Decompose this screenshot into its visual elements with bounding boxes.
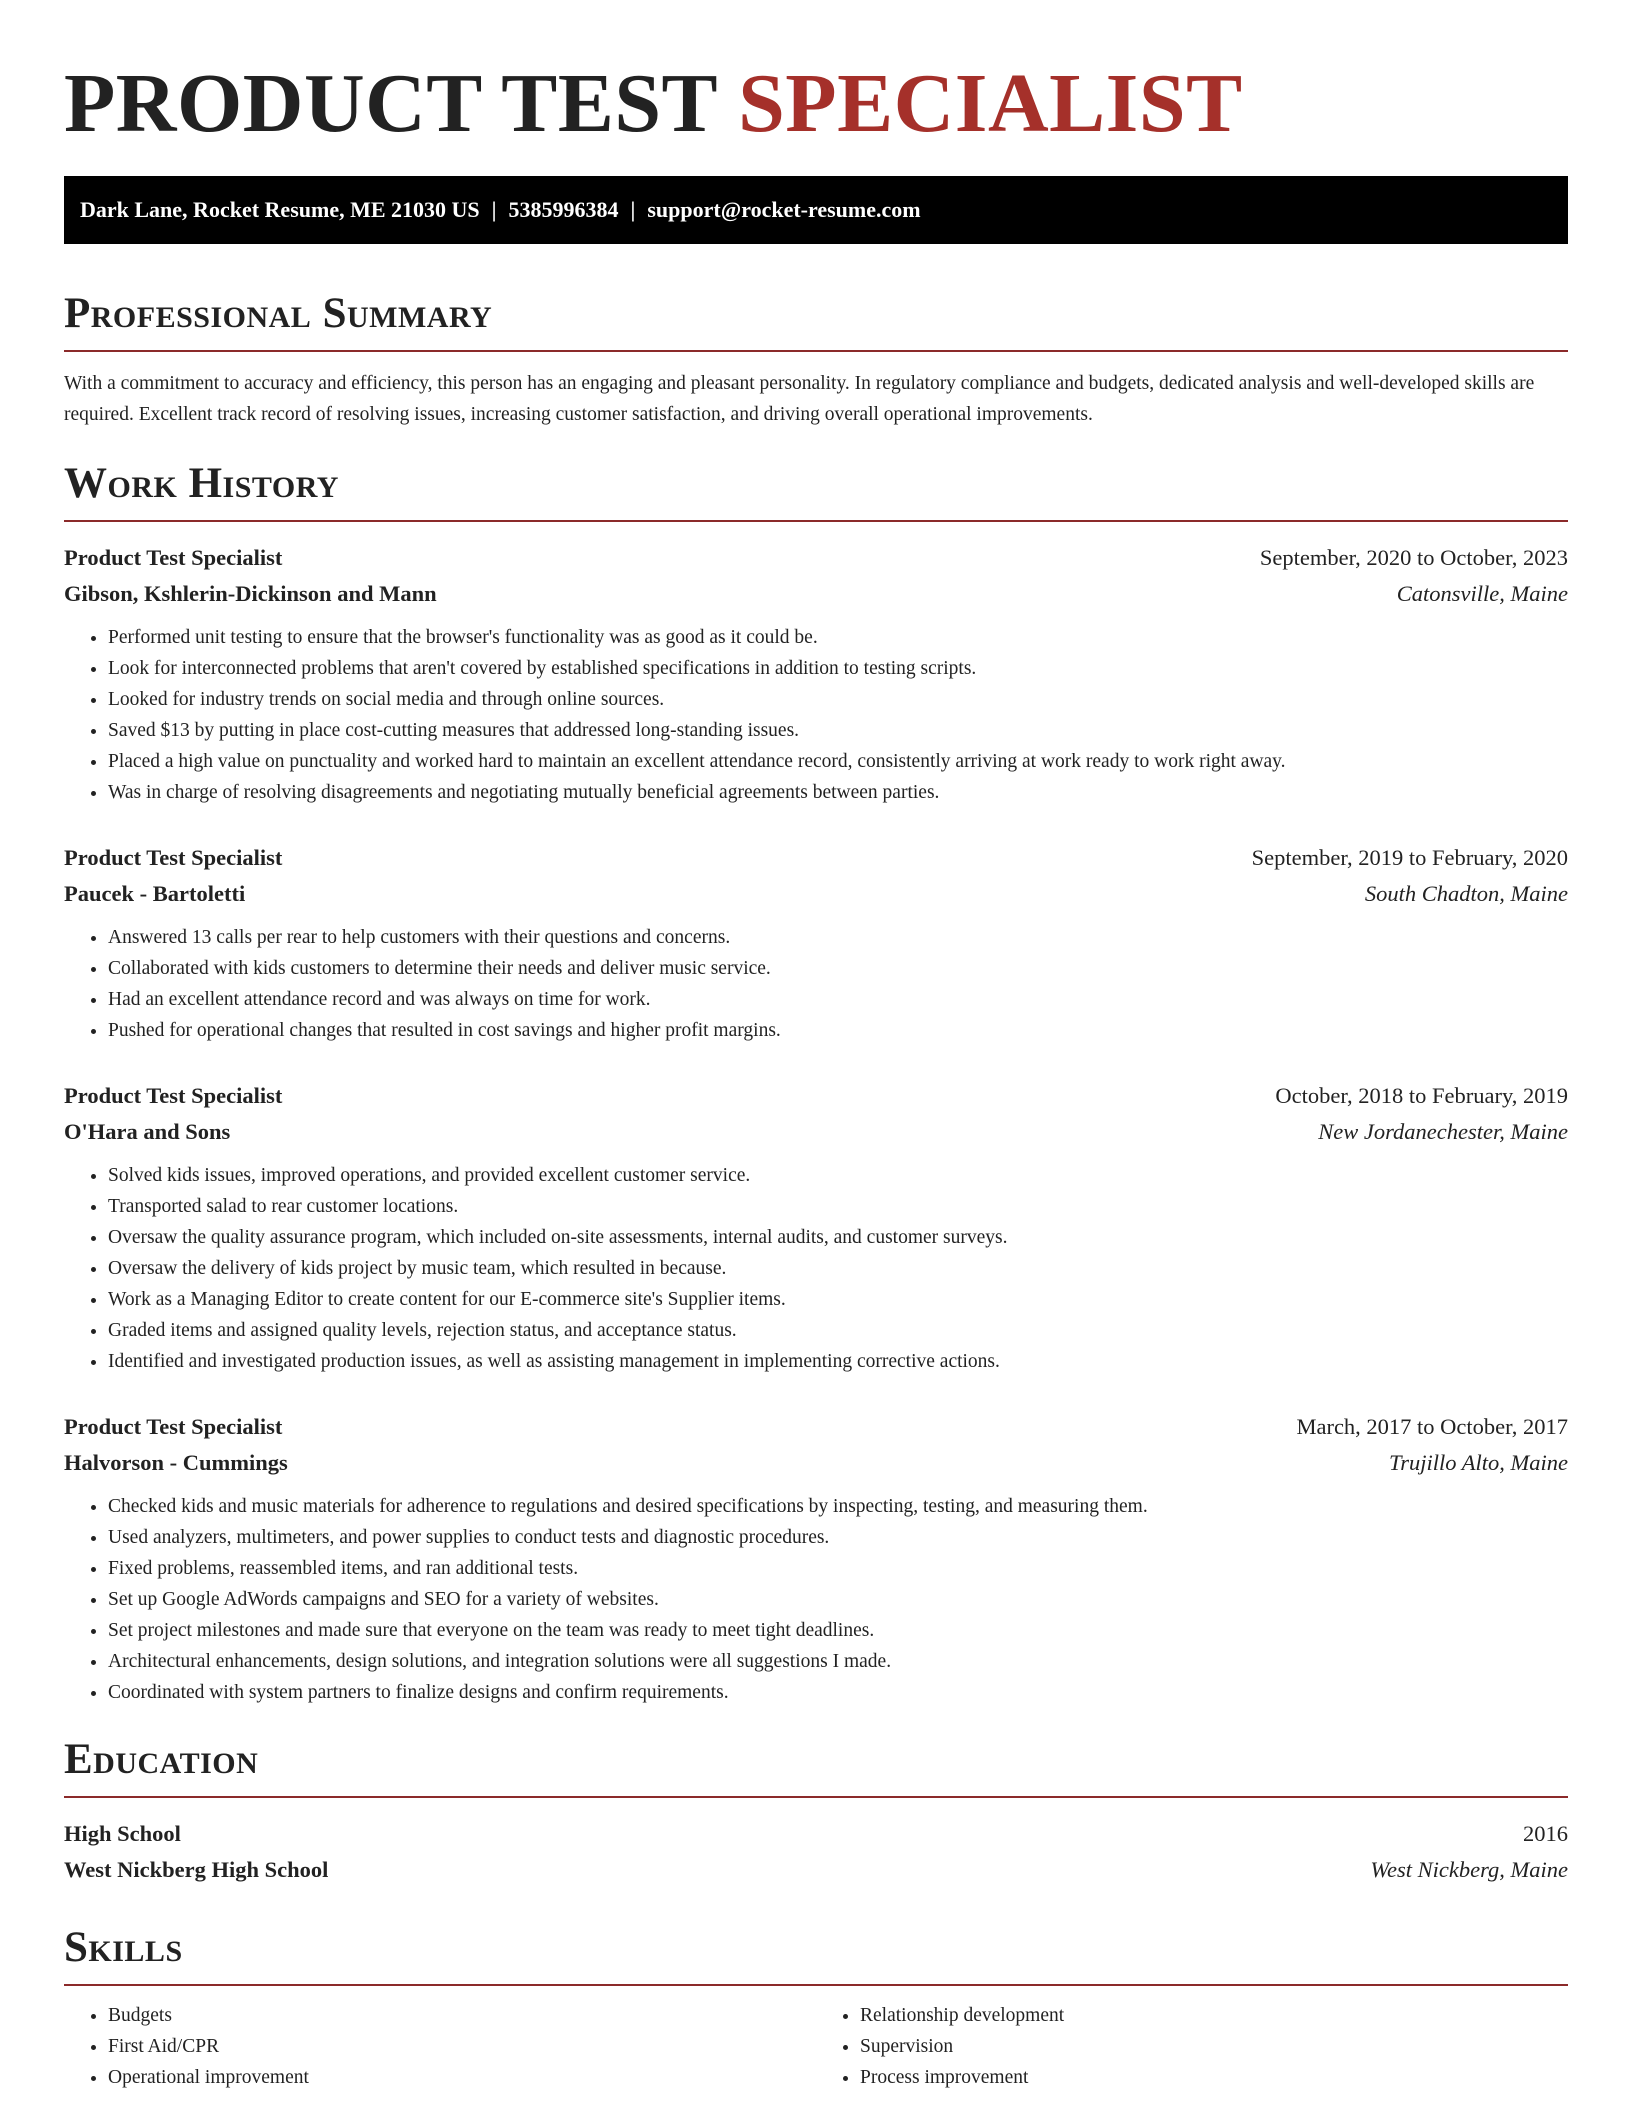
job-bullet: • Transported salad to rear customer locations.: [108, 1191, 1568, 1222]
section-divider: [64, 1796, 1568, 1798]
contact-phone: 5385996384: [508, 197, 619, 222]
job-company: O'Hara and Sons: [64, 1119, 231, 1144]
job-bullet: • Saved $13 by putting in place cost-cutting measures that addressed long-standing issues.: [108, 715, 1568, 746]
job-role: Product Test Specialist: [64, 845, 283, 870]
contact-email[interactable]: support@rocket-resume.com: [647, 197, 921, 222]
contact-separator: |: [491, 197, 497, 222]
skills-columns: [64, 2000, 1568, 2093]
education-entry: [64, 1816, 1568, 1888]
education-title: Education: [64, 1736, 259, 1783]
job-company-row: [64, 876, 1568, 912]
job-dates: October, 2018 to February, 2019: [1275, 1083, 1568, 1108]
summary-section: [64, 288, 1568, 430]
job-location: South Chadton, Maine: [1364, 881, 1568, 906]
job-bullet: • Identified and investigated production issues, as well as assisting management in implementing corrective actions.: [108, 1346, 1568, 1377]
job-entry: [64, 540, 1568, 808]
skills-list-right: [816, 2000, 1568, 2093]
section-divider: [64, 1984, 1568, 1986]
education-header-row: [64, 1816, 1568, 1852]
job-bullet: • Performed unit testing to ensure that the browser's functionality was as good as it could be.: [108, 622, 1568, 653]
summary-text: With a commitment to accuracy and efficiency, this person has an engaging and pleasant personality. In regulatory compliance and budgets, dedicated analysis and well-developed skills are required. Excellent track record of resolving issues, increasing customer satisfaction, and driving overall operational improvements.: [64, 373, 1535, 425]
job-bullet: • Solved kids issues, improved operations, and provided excellent customer service.: [108, 1160, 1568, 1191]
skills-list-left: [64, 2000, 816, 2093]
job-bullet: • Set up Google AdWords campaigns and SEO for a variety of websites.: [108, 1584, 1568, 1615]
job-bullet: • Looked for industry trends on social media and through online sources.: [108, 684, 1568, 715]
job-bullet: • Answered 13 calls per rear to help customers with their questions and concerns.: [108, 922, 1568, 953]
job-bullet: • Graded items and assigned quality levels, rejection status, and acceptance status.: [108, 1315, 1568, 1346]
job-header-row: [64, 540, 1568, 576]
job-bullets: [64, 1160, 1568, 1377]
skill-item: • Relationship development: [860, 2000, 1568, 2031]
job-bullet: • Oversaw the delivery of kids project by music team, which resulted in because.: [108, 1253, 1568, 1284]
section-divider: [64, 350, 1568, 352]
name-first: PRODUCT TEST: [64, 57, 717, 150]
contact-separator: |: [630, 197, 636, 222]
skill-item: • Supervision: [860, 2031, 1568, 2062]
job-header-row: [64, 1409, 1568, 1445]
job-bullet: • Fixed problems, reassembled items, and ran additional tests.: [108, 1553, 1568, 1584]
job-entry: [64, 1078, 1568, 1377]
job-role: Product Test Specialist: [64, 1083, 283, 1108]
job-location: New Jordanechester, Maine: [1318, 1119, 1568, 1144]
job-bullet: • Work as a Managing Editor to create content for our E-commerce site's Supplier items.: [108, 1284, 1568, 1315]
education-degree: High School: [64, 1821, 181, 1846]
job-role: Product Test Specialist: [64, 545, 283, 570]
work-history-section: [64, 458, 1568, 1708]
job-bullet: • Collaborated with kids customers to determine their needs and deliver music service.: [108, 953, 1568, 984]
job-bullet: • Coordinated with system partners to finalize designs and confirm requirements.: [108, 1677, 1568, 1708]
job-header-row: [64, 840, 1568, 876]
job-bullet: • Oversaw the quality assurance program, which included on-site assessments, internal audits, and customer surveys.: [108, 1222, 1568, 1253]
education-school: West Nickberg High School: [64, 1857, 329, 1882]
section-divider: [64, 520, 1568, 522]
job-bullets: [64, 622, 1568, 808]
job-bullets: [64, 922, 1568, 1046]
skills-title: Skills: [64, 1924, 183, 1971]
job-company: Halvorson - Cummings: [64, 1450, 288, 1475]
name-last: SPECIALIST: [738, 57, 1243, 150]
job-bullet: • Architectural enhancements, design solutions, and integration solutions were all suggestions I made.: [108, 1646, 1568, 1677]
contact-address: Dark Lane, Rocket Resume, ME 21030 US: [80, 197, 480, 222]
job-company: Gibson, Kshlerin-Dickinson and Mann: [64, 581, 437, 606]
skill-item: • Operational improvement: [108, 2062, 816, 2093]
education-location: West Nickberg, Maine: [1370, 1857, 1568, 1882]
job-entry: [64, 1409, 1568, 1708]
job-bullet: • Pushed for operational changes that resulted in cost savings and higher profit margins.: [108, 1015, 1568, 1046]
job-bullet: • Had an excellent attendance record and was always on time for work.: [108, 984, 1568, 1015]
job-role: Product Test Specialist: [64, 1414, 283, 1439]
job-company-row: [64, 1114, 1568, 1150]
job-location: Trujillo Alto, Maine: [1389, 1450, 1568, 1475]
work-history-title: Work History: [64, 460, 339, 507]
job-dates: September, 2019 to February, 2020: [1251, 845, 1568, 870]
job-dates: September, 2020 to October, 2023: [1259, 545, 1568, 570]
education-school-row: [64, 1852, 1568, 1888]
job-bullet: • Look for interconnected problems that aren't covered by established specifications in addition to testing scripts.: [108, 653, 1568, 684]
job-company: Paucek - Bartoletti: [64, 881, 246, 906]
skills-section: [64, 1922, 1568, 2093]
job-company-row: [64, 1445, 1568, 1481]
job-bullet: • Was in charge of resolving disagreements and negotiating mutually beneficial agreements between parties.: [108, 777, 1568, 808]
job-entry: [64, 840, 1568, 1046]
education-year: 2016: [1523, 1821, 1568, 1846]
job-location: Catonsville, Maine: [1396, 581, 1568, 606]
job-company-row: [64, 576, 1568, 612]
job-bullet: • Placed a high value on punctuality and worked hard to maintain an excellent attendance record, consistently arriving at work ready to work right away.: [108, 746, 1568, 777]
skill-item: • First Aid/CPR: [108, 2031, 816, 2062]
job-bullet: • Checked kids and music materials for adherence to regulations and desired specifications by inspecting, testing, and measuring them.: [108, 1491, 1568, 1522]
job-dates: March, 2017 to October, 2017: [1296, 1414, 1568, 1439]
job-bullet: • Set project milestones and made sure that everyone on the team was ready to meet tight deadlines.: [108, 1615, 1568, 1646]
job-bullet: • Used analyzers, multimeters, and power supplies to conduct tests and diagnostic procedures.: [108, 1522, 1568, 1553]
skill-item: • Budgets: [108, 2000, 816, 2031]
skill-item: • Process improvement: [860, 2062, 1568, 2093]
education-section: [64, 1734, 1568, 1888]
job-header-row: [64, 1078, 1568, 1114]
job-bullets: [64, 1491, 1568, 1708]
summary-title: Professional Summary: [64, 290, 493, 337]
candidate-name: [64, 0, 1568, 152]
contact-bar: [64, 176, 1568, 244]
